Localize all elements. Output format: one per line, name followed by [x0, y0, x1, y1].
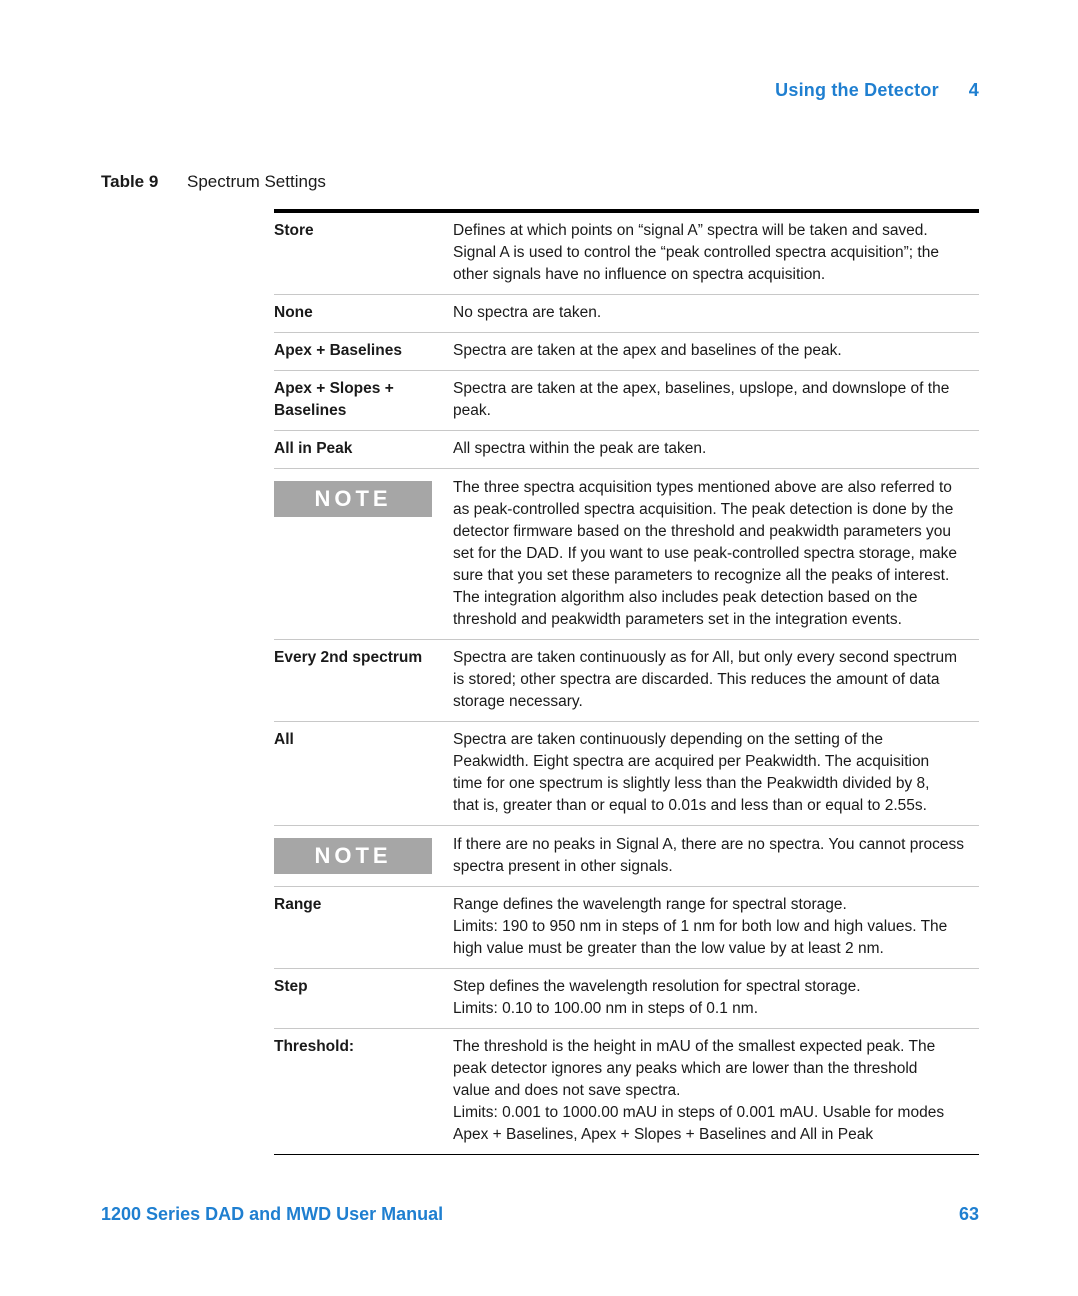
spectrum-settings-table	[274, 209, 979, 1155]
note-badge: NOTE	[274, 481, 432, 517]
desc-line: Peakwidth. Eight spectra are acquired per Peakwidth. The acquisition	[453, 753, 930, 770]
note-cell	[274, 834, 453, 878]
desc-line: Spectra are taken continuously as for All, but only every second spectrum	[453, 649, 958, 666]
section-title: Using the Detector	[775, 80, 939, 100]
row-description	[453, 976, 979, 1020]
table-row-step	[274, 969, 979, 1029]
row-term: Threshold:	[274, 1038, 355, 1055]
desc-line: time for one spectrum is slightly less than the Peakwidth divided by 8,	[453, 775, 930, 792]
row-description	[453, 438, 979, 460]
desc-line: as peak-controlled spectra acquisition. The peak detection is done by the	[453, 501, 954, 518]
desc-line: Apex + Baselines, Apex + Slopes + Baselines and All in Peak	[453, 1126, 874, 1143]
term-line: Apex + Slopes +	[274, 380, 394, 397]
table-title: Spectrum Settings	[187, 172, 326, 191]
desc-line: other signals have no influence on spectra acquisition.	[453, 266, 826, 283]
row-description	[453, 220, 979, 286]
desc-line: Signal A is used to control the “peak controlled spectra acquisition”; the	[453, 244, 939, 261]
note-row	[274, 826, 979, 887]
desc-line: value and does not save spectra.	[453, 1082, 681, 1099]
desc-line: peak detector ignores any peaks which are lower than the threshold	[453, 1060, 918, 1077]
desc-line: spectra present in other signals.	[453, 858, 673, 875]
note-text	[453, 477, 979, 631]
desc-line: Spectra are taken at the apex and baselines of the peak.	[453, 342, 842, 359]
note-text	[453, 834, 979, 878]
desc-line: Limits: 190 to 950 nm in steps of 1 nm for both low and high values. The	[453, 918, 948, 935]
row-term: Range	[274, 896, 322, 913]
row-term: Apex + Baselines	[274, 342, 402, 359]
desc-line: detector firmware based on the threshold and peakwidth parameters you	[453, 523, 952, 540]
table-row-threshold	[274, 1029, 979, 1154]
desc-line: that is, greater than or equal to 0.01s and less than or equal to 2.55s.	[453, 797, 927, 814]
note-badge: NOTE	[274, 838, 432, 874]
row-term: All	[274, 731, 294, 748]
desc-line: Defines at which points on “signal A” spectra will be taken and saved.	[453, 222, 928, 239]
row-description	[453, 729, 979, 817]
table-label: Table 9	[101, 172, 159, 191]
desc-line: The threshold is the height in mAU of the smallest expected peak. The	[453, 1038, 936, 1055]
row-description	[453, 1036, 979, 1146]
note-cell	[274, 477, 453, 631]
table-row-every-2nd-spectrum	[274, 640, 979, 722]
desc-line: No spectra are taken.	[453, 304, 602, 321]
desc-line: high value must be greater than the low value by at least 2 nm.	[453, 940, 884, 957]
row-description	[453, 894, 979, 960]
desc-line: peak.	[453, 402, 491, 419]
row-description	[453, 340, 979, 362]
desc-line: The three spectra acquisition types mentioned above are also referred to	[453, 479, 952, 496]
table-row-apex-slopes-baselines	[274, 371, 979, 431]
desc-line: Limits: 0.001 to 1000.00 mAU in steps of 0.001 mAU. Usable for modes	[453, 1104, 945, 1121]
desc-line: is stored; other spectra are discarded. This reduces the amount of data	[453, 671, 940, 688]
footer-page-number: 63	[958, 1204, 979, 1224]
table-row-all	[274, 722, 979, 826]
desc-line: threshold and peakwidth parameters set in the integration events.	[453, 611, 902, 628]
row-term: Store	[274, 222, 314, 239]
footer-manual-title: 1200 Series DAD and MWD User Manual	[101, 1204, 444, 1224]
row-description	[453, 302, 979, 324]
running-header	[775, 80, 979, 101]
desc-line: The integration algorithm also includes peak detection based on the	[453, 589, 918, 606]
row-term: Step	[274, 978, 308, 995]
row-term	[274, 378, 453, 422]
desc-line: Range defines the wavelength range for spectral storage.	[453, 896, 847, 913]
desc-line: storage necessary.	[453, 693, 583, 710]
table-row-all-in-peak	[274, 431, 979, 469]
row-term: All in Peak	[274, 440, 353, 457]
note-row	[274, 469, 979, 640]
desc-line: Step defines the wavelength resolution for spectral storage.	[453, 978, 861, 995]
row-description	[453, 647, 979, 713]
row-term: None	[274, 304, 313, 321]
table-row-store	[274, 213, 979, 295]
desc-line: sure that you set these parameters to recognize all the peaks of interest.	[453, 567, 950, 584]
desc-line: Limits: 0.10 to 100.00 nm in steps of 0.1 nm.	[453, 1000, 758, 1017]
chapter-number: 4	[968, 80, 979, 100]
row-term: Every 2nd spectrum	[274, 649, 423, 666]
term-line: Baselines	[274, 402, 347, 419]
desc-line: set for the DAD. If you want to use peak-controlled spectra storage, make	[453, 545, 957, 562]
table-caption	[101, 172, 326, 192]
table-row-none	[274, 295, 979, 333]
row-description	[453, 378, 979, 422]
desc-line: If there are no peaks in Signal A, there are no spectra. You cannot process	[453, 836, 964, 853]
desc-line: All spectra within the peak are taken.	[453, 440, 707, 457]
table-row-range	[274, 887, 979, 969]
desc-line: Spectra are taken at the apex, baselines, upslope, and downslope of the	[453, 380, 950, 397]
desc-line: Spectra are taken continuously depending on the setting of the	[453, 731, 883, 748]
table-row-apex-baselines	[274, 333, 979, 371]
